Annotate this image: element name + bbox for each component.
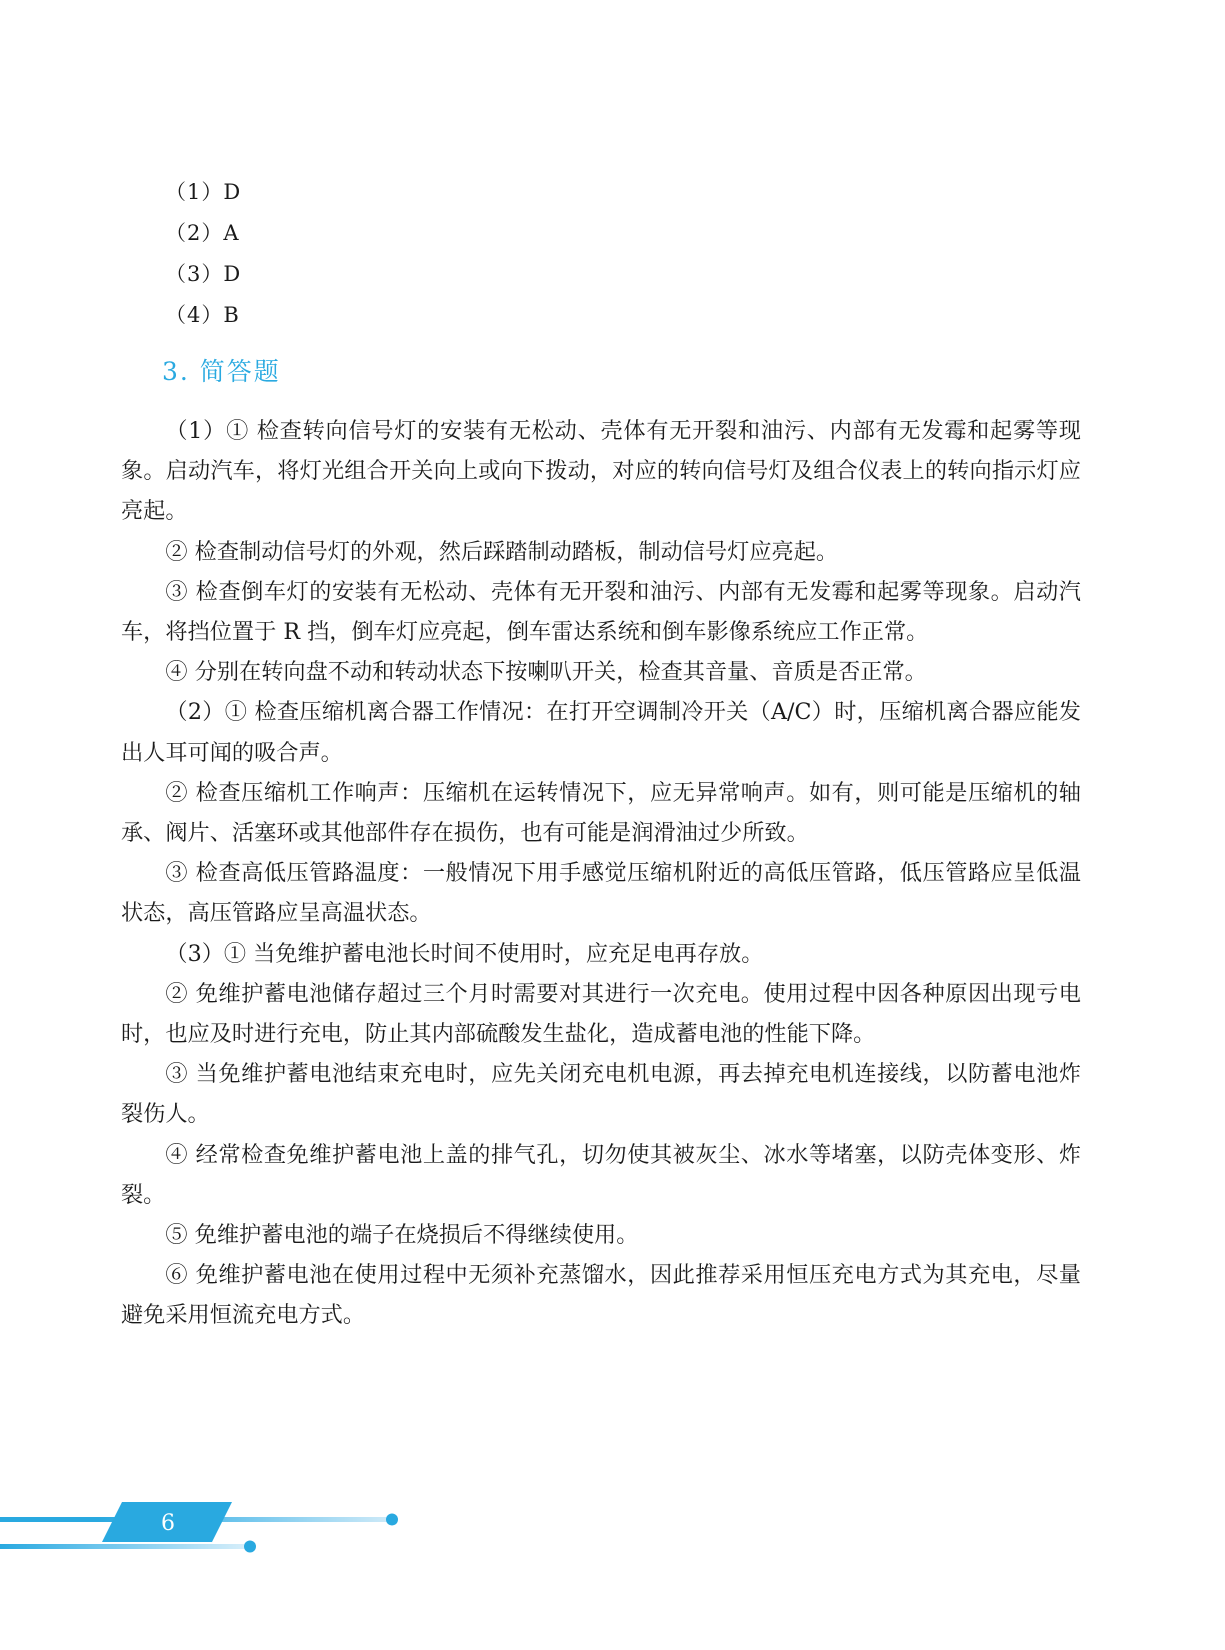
answer-paragraph-8: （3）① 当免维护蓄电池长时间不使用时，应充足电再存放。: [165, 940, 764, 967]
answer-paragraph-4: ④ 分别在转向盘不动和转动状态下按喇叭开关，检查其音量、音质是否正常。: [165, 659, 927, 686]
answer-paragraph-3: ③ 检查倒车灯的安装有无松动、壳体有无开裂和油污、内部有无发霉和起雾等现象。启动汽车，将挡位置于 R 挡，倒车灯应亮起，倒车雷达系统和倒车影像系统应工作正常。: [121, 578, 1081, 646]
answer-paragraph-2: ② 检查制动信号灯的外观，然后踩踏制动踏板，制动信号灯应亮起。: [165, 538, 839, 565]
answer-paragraph-10: ③ 当免维护蓄电池结束充电时，应先关闭充电机电源，再去掉充电机连接线，以防蓄电池炸裂伤人。: [121, 1061, 1081, 1128]
choice-answer-1: （1）D: [165, 180, 242, 204]
answer-paragraph-11: ④ 经常检查免维护蓄电池上盖的排气孔，切勿使其被灰尘、冰水等堵塞，以防壳体变形、炸裂。: [121, 1141, 1081, 1208]
footer-dot-top: [386, 1514, 398, 1526]
answer-paragraph-7: ③ 检查高低压管路温度：一般情况下用手感觉压缩机附近的高低压管路，低压管路应呈低温状态，高压管路应呈高温状态。: [121, 860, 1081, 927]
answer-paragraph-9: ② 免维护蓄电池储存超过三个月时需要对其进行一次充电。使用过程中因各种原因出现亏电时，也应及时进行充电，防止其内部硫酸发生盐化，造成蓄电池的性能下降。: [121, 980, 1081, 1048]
answer-paragraph-12: ⑤ 免维护蓄电池的端子在烧损后不得继续使用。: [165, 1222, 639, 1249]
answer-paragraph-6: ② 检查压缩机工作响声：压缩机在运转情况下，应无异常响声。如有，则可能是压缩机的轴承、阀片、活塞环或其他部件存在损伤，也有可能是润滑油过少所致。: [121, 779, 1081, 847]
section-heading: 3. 简答题: [162, 357, 281, 386]
answer-paragraph-13: ⑥ 免维护蓄电池在使用过程中无须补充蒸馏水，因此推荐采用恒压充电方式为其充电，尽量避免采用恒流充电方式。: [121, 1262, 1081, 1329]
choice-answer-3: （3）D: [165, 262, 242, 286]
answer-paragraph-1: （1）① 检查转向信号灯的安装有无松动、壳体有无开裂和油污、内部有无发霉和起雾等现象。启动汽车，将灯光组合开关向上或向下拨动，对应的转向信号灯及组合仪表上的转向指示灯应亮起。: [121, 418, 1081, 525]
page-number: 6: [161, 1511, 175, 1536]
footer-line-bottom: [0, 1544, 245, 1549]
choice-answer-4: （4）B: [165, 303, 240, 327]
choice-answer-list: [165, 172, 241, 336]
choice-answer-2: （2）A: [165, 221, 240, 245]
footer-decoration: [0, 1500, 420, 1570]
answer-paragraph-5: （2）① 检查压缩机离合器工作情况：在打开空调制冷开关（A/C）时，压缩机离合器应能发出人耳可闻的吸合声。: [121, 699, 1081, 766]
answer-body: [121, 411, 1081, 1336]
footer-dot-bottom: [244, 1541, 256, 1553]
